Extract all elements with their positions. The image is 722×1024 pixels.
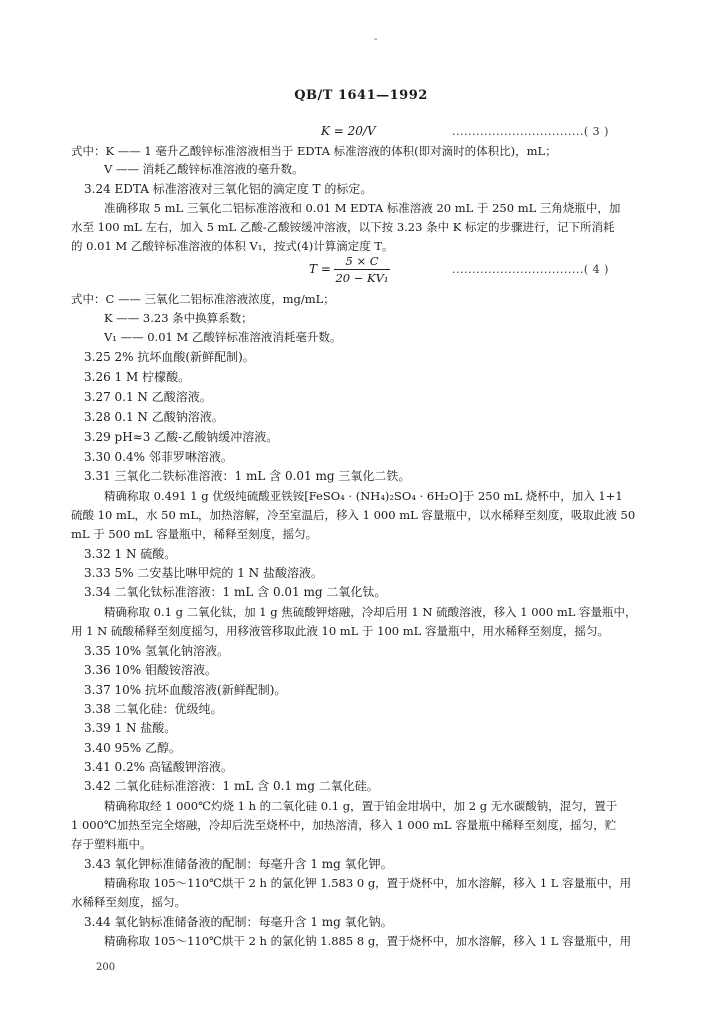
item-3-44-para-1: 精确称取 105～110℃烘干 2 h 的氯化钠 1.885 8 g，置于烧杯中，加水溶解，移入 1 L 容量瓶中，用 (104, 934, 632, 948)
item-3-35: 3.35 10% 氢氧化钠溶液。 (84, 644, 230, 658)
section-3-24-para-2: 水至 100 mL 左右，加入 5 mL 乙酸-乙酸铵缓冲溶液，以下按 3.23 条中 K 标定的步骤进行，记下所消耗 (71, 220, 615, 234)
section-3-24-para-3: 的 0.01 M 乙酸锌标准溶液的体积 V₁，按式(4)计算滴定度 T。 (71, 239, 394, 253)
top-mark: - (374, 34, 378, 45)
item-3-40: 3.40 95% 乙醇。 (84, 741, 182, 755)
item-3-42-para-2: 1 000℃加热至完全熔融，冷却后洗至烧杯中，加热溶清，移入 1 000 mL 容量瓶中稀释至刻度，摇匀，贮 (71, 818, 617, 832)
item-3-36: 3.36 10% 钼酸铵溶液。 (84, 663, 218, 677)
where-k-definition: 式中：K —— 1 毫升乙酸锌标准溶液相当于 EDTA 标准溶液的体积(即对滴时的体积比)，mL； (71, 144, 557, 158)
item-3-43-para-2: 水稀释至刻度，摇匀。 (71, 895, 186, 909)
item-3-34-para-1: 精确称取 0.1 g 二氧化钛，加 1 g 焦硫酸钾熔融，冷却后用 1 N 硫酸溶液，移入 1 000 mL 容量瓶中， (104, 605, 637, 619)
item-3-29: 3.29 pH≈3 乙酸-乙酸钠缓冲溶液。 (84, 430, 279, 444)
item-3-28: 3.28 0.1 N 乙酸钠溶液。 (84, 410, 224, 424)
formula-4-number: .................................( 4 ) (452, 263, 609, 276)
formula-4-numerator: 5 × C (345, 254, 379, 268)
formula-4-lhs: T = (309, 262, 331, 276)
item-3-39: 3.39 1 N 盐酸。 (84, 721, 177, 735)
item-3-31-para-3: mL 于 500 mL 容量瓶中，稀释至刻度，摇匀。 (71, 527, 318, 541)
formula-3: K = 20/V (321, 124, 376, 138)
formula-4-fraction (334, 254, 390, 285)
item-3-42: 3.42 二氧化硅标准溶液：1 mL 含 0.1 mg 二氧化硅。 (84, 779, 379, 793)
item-3-42-para-3: 存于塑料瓶中。 (71, 837, 152, 851)
item-3-43: 3.43 氧化钾标准储备液的配制：每毫升含 1 mg 氧化钾。 (84, 857, 393, 871)
item-3-25: 3.25 2% 抗坏血酸(新鲜配制)。 (84, 350, 255, 364)
where-k-factor: K —— 3.23 条中换算系数； (104, 311, 253, 325)
item-3-31-para-2: 硫酸 10 mL，水 50 mL，加热溶解，冷至室温后，移入 1 000 mL 容量瓶中，以水稀释至刻度，吸取此液 50 (71, 508, 636, 522)
fraction-bar (334, 269, 390, 270)
item-3-34: 3.34 二氧化钛标准溶液：1 mL 含 0.01 mg 二氧化钛。 (84, 585, 387, 599)
item-3-27: 3.27 0.1 N 乙酸溶液。 (84, 390, 212, 404)
item-3-26: 3.26 1 M 柠檬酸。 (84, 370, 191, 384)
item-3-41: 3.41 0.2% 高锰酸钾溶液。 (84, 760, 233, 774)
item-3-31: 3.31 三氧化二铁标准溶液：1 mL 含 0.01 mg 三氧化二铁。 (84, 469, 411, 483)
formula-3-number: .................................( 3 ) (452, 125, 609, 138)
item-3-31-para-1: 精确称取 0.491 1 g 优级纯硫酸亚铁铵[FeSO₄ · (NH₄)₂SO₄ · 6H₂O]于 250 mL 烧杯中，加入 1+1 (104, 489, 623, 503)
where-v-definition: V —— 消耗乙酸锌标准溶液的毫升数。 (104, 162, 304, 176)
standard-code-header: QB/T 1641—1992 (294, 88, 428, 103)
item-3-34-para-2: 用 1 N 硫酸稀释至刻度摇匀，用移液管移取此液 10 mL 于 100 mL 容量瓶中，用水稀释至刻度，摇匀。 (71, 624, 609, 638)
item-3-37: 3.37 10% 抗坏血酸溶液(新鲜配制)。 (84, 683, 287, 697)
item-3-44: 3.44 氧化钠标准储备液的配制：每毫升含 1 mg 氧化钠。 (84, 915, 393, 929)
formula-4-denominator: 20 − KV₁ (335, 271, 389, 285)
section-3-24-title: 3.24 EDTA 标准溶液对三氧化铝的滴定度 T 的标定。 (84, 182, 373, 196)
item-3-42-para-1: 精确称取经 1 000℃灼烧 1 h 的二氧化硅 0.1 g，置于铂金坩埚中，加 2 g 无水碳酸钠，混匀，置于 (104, 799, 618, 813)
where-c-definition: 式中：C —— 三氧化二铝标准溶液浓度，mg/mL； (71, 292, 335, 306)
item-3-33: 3.33 5% 二安基比啉甲烷的 1 N 盐酸溶液。 (84, 566, 323, 580)
where-v1-definition: V₁ —— 0.01 M 乙酸锌标准溶液消耗毫升数。 (104, 330, 342, 344)
item-3-30: 3.30 0.4% 邻菲罗啉溶液。 (84, 450, 233, 464)
item-3-38: 3.38 二氧化硅：优级纯。 (84, 702, 223, 716)
page-number: 200 (96, 962, 116, 973)
item-3-43-para-1: 精确称取 105～110℃烘干 2 h 的氯化钾 1.583 0 g，置于烧杯中，加水溶解，移入 1 L 容量瓶中，用 (104, 876, 632, 890)
item-3-32: 3.32 1 N 硫酸。 (84, 547, 177, 561)
section-3-24-para-1: 准确移取 5 mL 三氧化二铝标准溶液和 0.01 M EDTA 标准溶液 20 mL 于 250 mL 三角烧瓶中，加 (104, 201, 621, 215)
